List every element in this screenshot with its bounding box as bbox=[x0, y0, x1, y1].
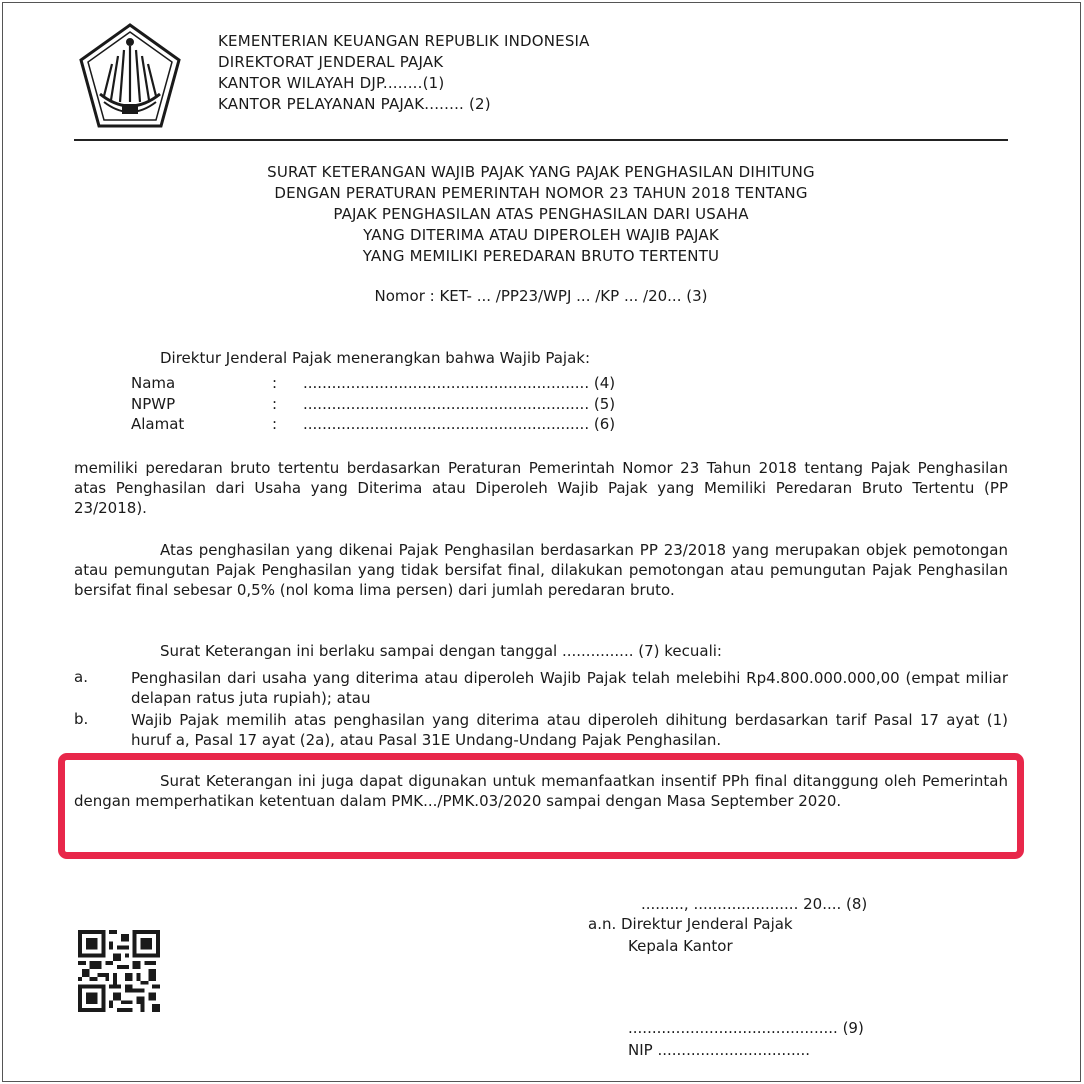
title-line: SURAT KETERANGAN WAJIB PAJAK YANG PAJAK PENGHASILAN DIHITUNG bbox=[267, 163, 815, 181]
paragraph-text: Surat Keterangan ini juga dapat digunakan untuk memanfaatkan insentif PPh final ditanggung oleh Pemerintah dengan memperhatikan ketentuan dalam PMK.../PMK.03/2020 sampai dengan Masa September 2020. bbox=[74, 772, 1008, 810]
paragraph-text: Surat Keterangan ini berlaku sampai dengan tanggal ............... (7) kecuali: bbox=[160, 642, 722, 660]
ministry-logo-icon bbox=[78, 22, 182, 130]
title-line: YANG DITERIMA ATAU DIPEROLEH WAJIB PAJAK bbox=[363, 226, 719, 244]
paragraph-incentive bbox=[74, 771, 1008, 811]
signature-nip: NIP ................................ bbox=[628, 1041, 811, 1059]
letterhead bbox=[218, 31, 590, 115]
field-value: ............................................................ (4) bbox=[303, 374, 616, 392]
header-divider bbox=[74, 139, 1008, 141]
letterhead-tax-office: KANTOR PELAYANAN PAJAK........ (2) bbox=[218, 95, 491, 113]
letterhead-ministry: KEMENTERIAN KEUANGAN REPUBLIK INDONESIA bbox=[218, 32, 590, 50]
title-line: DENGAN PERATURAN PEMERINTAH NOMOR 23 TAHUN 2018 TENTANG bbox=[274, 184, 808, 202]
paragraph-criteria: memiliki peredaran bruto tertentu berdasarkan Peraturan Pemerintah Nomor 23 Tahun 2018 tentang Pajak Penghasilan atas Penghasilan dari Usaha yang Diterima atau Diperoleh Wajib Pajak yang Memiliki Peredaran Bruto Tertentu (PP 23/2018). bbox=[74, 459, 1008, 517]
document-title bbox=[74, 162, 1008, 267]
signature-date: ........., ...................... 20.... (8) bbox=[641, 895, 868, 913]
signature-on-behalf: a.n. Direktur Jenderal Pajak bbox=[588, 915, 793, 933]
paragraph-withholding bbox=[74, 540, 1008, 600]
paragraph-validity bbox=[74, 641, 1008, 661]
letterhead-regional-office: KANTOR WILAYAH DJP........(1) bbox=[218, 74, 445, 92]
list-marker: b. bbox=[74, 710, 89, 728]
title-line: PAJAK PENGHASILAN ATAS PENGHASILAN DARI USAHA bbox=[333, 205, 749, 223]
list-text: Penghasilan dari usaha yang diterima atau diperoleh Wajib Pajak telah melebihi Rp4.800.000.000,00 (empat miliar delapan ratus juta rupiah); atau bbox=[131, 669, 1008, 707]
field-label: NPWP bbox=[131, 395, 176, 413]
intro-text: Direktur Jenderal Pajak menerangkan bahwa Wajib Pajak: bbox=[160, 349, 591, 367]
field-colon: : bbox=[272, 374, 278, 392]
field-value: ............................................................ (6) bbox=[303, 415, 616, 433]
title-line: YANG MEMILIKI PEREDARAN BRUTO TERTENTU bbox=[362, 247, 720, 265]
field-colon: : bbox=[272, 395, 278, 413]
paragraph-text: Atas penghasilan yang dikenai Pajak Penghasilan berdasarkan PP 23/2018 yang merupakan objek pemotongan atau pemungutan Pajak Penghasilan yang tidak bersifat final, dilakukan pemotongan atau pemungutan Pajak Penghasilan bersifat final sebesar 0,5% (nol koma lima persen) dari jumlah peredaran bruto. bbox=[74, 541, 1008, 599]
document-number: Nomor : KET- ... /PP23/WPJ ... /KP ... /20... (3) bbox=[374, 287, 708, 305]
field-label: Nama bbox=[131, 374, 176, 392]
list-marker: a. bbox=[74, 668, 88, 686]
qr-code-icon bbox=[78, 930, 160, 1012]
signature-position: Kepala Kantor bbox=[628, 937, 733, 955]
field-label: Alamat bbox=[131, 415, 185, 433]
list-text: Wajib Pajak memilih atas penghasilan yang diterima atau diperoleh dihitung berdasarkan tarif Pasal 17 ayat (1) huruf a, Pasal 17 ayat (2a), atau Pasal 31E Undang-Undang Pajak Penghasilan. bbox=[131, 711, 1008, 749]
field-colon: : bbox=[272, 415, 278, 433]
field-value: ............................................................ (5) bbox=[303, 395, 616, 413]
signature-name: ............................................ (9) bbox=[628, 1019, 864, 1037]
letterhead-directorate: DIREKTORAT JENDERAL PAJAK bbox=[218, 53, 444, 71]
